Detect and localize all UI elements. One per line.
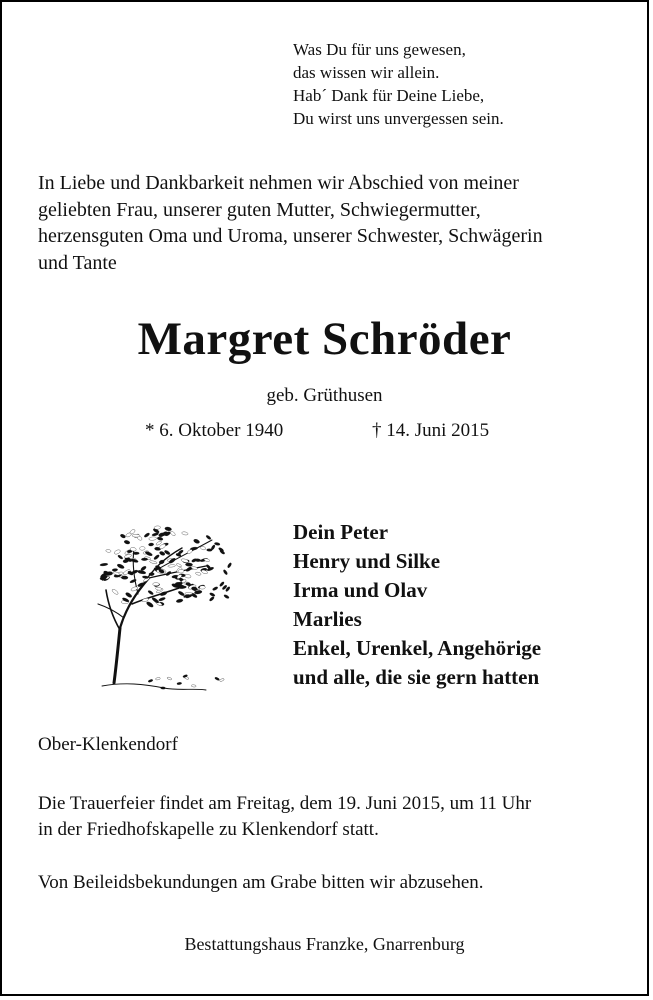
leaf-mark <box>181 558 189 563</box>
leaf-mark <box>165 526 172 531</box>
leaf-mark <box>191 685 196 688</box>
leaf-mark <box>139 546 145 550</box>
leaf-mark <box>165 571 171 577</box>
leaf-mark <box>209 592 215 597</box>
intro-line: geliebten Frau, unserer guten Mutter, Schwiegermutter, <box>38 198 481 221</box>
leaf-mark <box>176 563 182 567</box>
leaf-mark <box>117 563 125 569</box>
leaf-mark <box>125 592 133 599</box>
leaf-mark <box>223 569 228 575</box>
mourner-line: Henry und Silke <box>293 549 441 573</box>
intro-line: und Tante <box>38 251 117 274</box>
leaf-mark <box>133 552 139 555</box>
leaf-mark <box>149 537 157 541</box>
leaf-mark <box>149 560 157 564</box>
windblown-tree-icon <box>94 508 234 698</box>
leaf-mark <box>144 532 151 538</box>
leaf-mark <box>212 586 218 591</box>
intro-text <box>38 170 628 276</box>
leaf-mark <box>176 599 183 604</box>
leaf-mark <box>158 597 165 602</box>
leaf-mark <box>132 534 140 537</box>
leaf-mark <box>167 677 172 681</box>
leaf-mark <box>199 586 205 590</box>
service-line: in der Friedhofskapelle zu Klenkendorf statt. <box>38 819 379 840</box>
mourner-line: Enkel, Urenkel, Angehörige <box>293 636 542 660</box>
leaf-mark <box>181 531 188 535</box>
service-line: Die Trauerfeier findet am Freitag, dem 19. Juni 2015, um 11 Uhr <box>38 793 532 814</box>
leaf-mark <box>148 543 153 546</box>
poem-line: Was Du für uns gewesen, <box>293 40 466 59</box>
birth-name: geb. Grüthusen <box>266 385 383 406</box>
undertaker-name: Bestattungshaus Franzke, Gnarrenburg <box>184 934 465 954</box>
leaf-mark <box>214 542 220 546</box>
leaf-mark <box>148 679 153 683</box>
leaf-mark <box>195 572 201 576</box>
leaf-mark <box>177 682 182 685</box>
leaf-mark <box>204 558 210 562</box>
leaf-mark <box>170 531 176 537</box>
mourner-line: und alle, die sie gern hatten <box>293 665 540 689</box>
mourner-line: Marlies <box>293 607 362 631</box>
leaf-mark <box>106 549 112 553</box>
leaf-mark <box>147 590 153 596</box>
leaf-mark <box>120 533 126 538</box>
leaf-mark <box>112 568 118 571</box>
leaf-mark <box>223 594 229 599</box>
leaf-mark <box>138 570 146 575</box>
mourner-line: Irma und Olav <box>293 578 428 602</box>
leaf-mark <box>178 590 185 596</box>
leaf-mark <box>142 576 149 579</box>
leaf-mark <box>219 678 224 682</box>
leaf-mark <box>100 563 108 566</box>
leaf-mark <box>205 535 211 540</box>
leaf-mark <box>193 538 200 544</box>
place-name: Ober-Klenkendorf <box>38 734 178 755</box>
poem-line: Hab´ Dank für Deine Liebe, <box>293 86 485 105</box>
birth-date: * 6. Oktober 1940 <box>145 420 284 441</box>
leaf-mark <box>155 677 160 680</box>
poem <box>293 38 504 130</box>
condolence-note: Von Beileidsbekundungen am Grabe bitten wir abzusehen. <box>38 872 484 893</box>
leaf-mark <box>214 677 219 681</box>
leaf-mark <box>153 583 160 586</box>
leaf-mark <box>168 564 176 567</box>
leaf-mark <box>157 537 163 541</box>
leaf-mark <box>155 587 162 591</box>
leaf-mark <box>121 576 128 580</box>
leaf-mark <box>153 554 160 560</box>
leaf-mark <box>207 549 213 552</box>
intro-line: In Liebe und Dankbarkeit nehmen wir Abschied von meiner <box>38 172 519 194</box>
leaf-mark <box>141 558 147 561</box>
leaf-mark <box>149 572 155 576</box>
mourners-list <box>293 518 541 692</box>
intro-line: herzensguten Oma und Uroma, unserer Schwester, Schwägerin <box>38 225 543 247</box>
mourner-line: Dein Peter <box>293 520 389 544</box>
leaf-mark <box>146 601 154 608</box>
leaf-mark <box>161 687 166 689</box>
leaf-mark <box>111 588 119 595</box>
leaf-mark <box>200 546 206 551</box>
leaf-mark <box>124 540 131 545</box>
poem-line: Du wirst uns unvergessen sein. <box>293 109 504 128</box>
poem-line: das wissen wir allein. <box>293 63 440 82</box>
leaf-mark <box>227 562 232 568</box>
leaf-mark <box>117 555 123 560</box>
leaf-mark <box>151 597 159 604</box>
death-date: † 14. Juni 2015 <box>372 420 490 441</box>
leaf-mark <box>114 549 121 555</box>
leaf-mark <box>154 526 161 530</box>
leaf-mark <box>209 596 215 602</box>
leaf-mark <box>185 563 192 567</box>
leaf-mark <box>160 591 168 596</box>
funeral-service-info <box>38 791 531 843</box>
deceased-name: Margret Schröder <box>137 313 512 365</box>
